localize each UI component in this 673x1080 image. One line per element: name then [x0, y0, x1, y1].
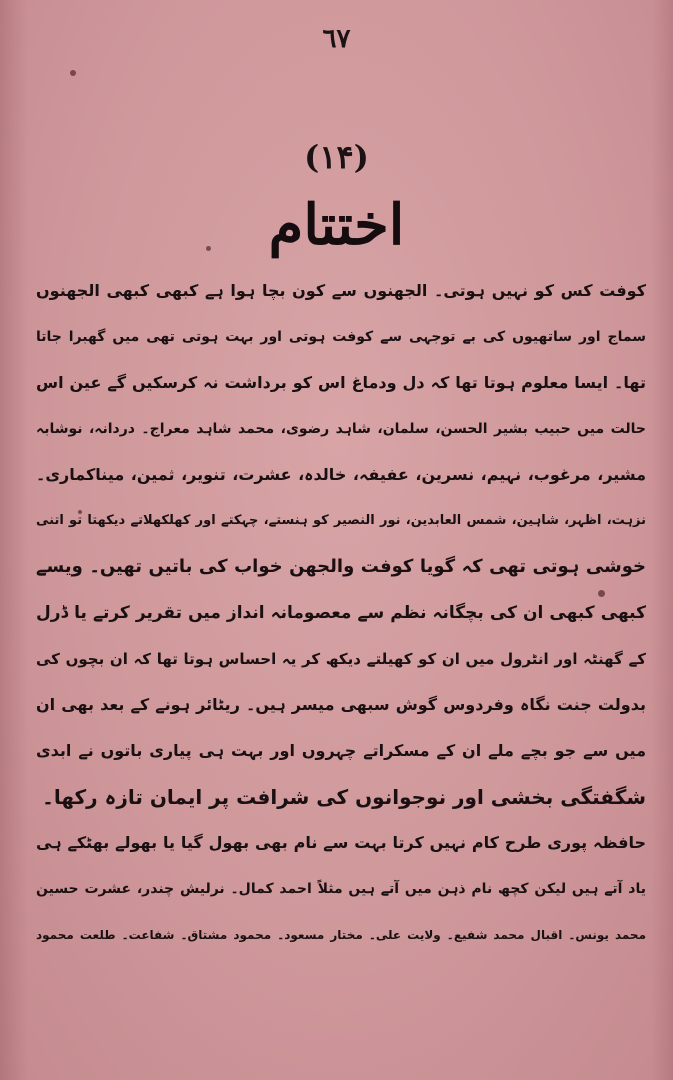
text-line: حافظہ پوری طرح کام نہیں کرتا بہت سے نام بھی بھول گیا یا بھولے بھٹکے ہی: [36, 833, 646, 852]
body-text: [36, 268, 646, 958]
ink-speck: [70, 70, 76, 76]
text-line: نزہت، اظہر، شاہین، شمس العابدین، نور النصیر کو ہنستے، چہکتے اور کھلکھلاتے دیکھتا تو اتنی: [36, 513, 646, 528]
text-line: کوفت کس کو نہیں ہوتی۔ الجھنوں سے کون بچا ہوا ہے کبھی کبھی الجھنوں: [36, 281, 646, 300]
text-line: کے گھنٹہ اور انٹرول میں ان کو کھیلتے دیکھ کر یہ احساس ہوتا تھا کہ ان بچوں کی: [36, 650, 646, 668]
text-line: خوشی ہوتی تھی کہ گویا کوفت والجھن خواب کی باتیں تھیں۔ ویسے: [36, 556, 646, 577]
text-line: یاد آتے ہیں لیکن کچھ نام ذہن میں آتے ہیں مثلاً احمد کمال۔ نرلیش چندر، عشرت حسین: [36, 881, 646, 897]
text-line: تھا۔ ایسا معلوم ہوتا تھا کہ دل ودماغ اس کو برداشت نہ کرسکیں گے عین اس: [36, 373, 646, 392]
text-line: میں سے جو بچے ملے ان کے مسکراتے چہروں اور بہت ہی پیاری باتوں نے ابدی: [36, 741, 646, 760]
chapter-title: اختتام: [268, 192, 405, 258]
chapter-number: (۱۴): [304, 138, 369, 176]
text-line: بدولت جنت نگاہ وفردوس گوش سبھی میسر ہیں۔ ریٹائر ہونے کے بعد بھی ان: [36, 695, 646, 714]
text-line: کبھی کبھی ان کی بچگانہ نظم سے معصومانہ انداز میں تقریر کرتے یا ڈرل: [36, 603, 646, 623]
text-line: حالت میں حبیب بشیر الحسن، سلمان، شاہد رضوی، محمد شاہد معراج۔ دردانہ، نوشابہ: [36, 421, 646, 437]
text-line: شگفتگی بخشی اور نوجوانوں کی شرافت پر ایمان تازہ رکھا۔: [42, 785, 646, 809]
page-number: ٦٧: [322, 24, 351, 54]
text-line: مشیر، مرغوب، نہیم، نسرین، عفیفہ، خالدہ، عشرت، تنویر، ثمین، میناکماری۔: [36, 465, 646, 484]
text-line: سماج اور ساتھیوں کی بے توجہی سے کوفت ہوتی اور بہت ہوتی تھی میں گھبرا جاتا: [36, 329, 646, 345]
text-line: محمد یونس۔ اقبال محمد شفیع۔ ولایت علی۔ مختار مسعود۔ محمود مشتاق۔ شفاعت۔ طلعت محمود: [36, 928, 646, 942]
